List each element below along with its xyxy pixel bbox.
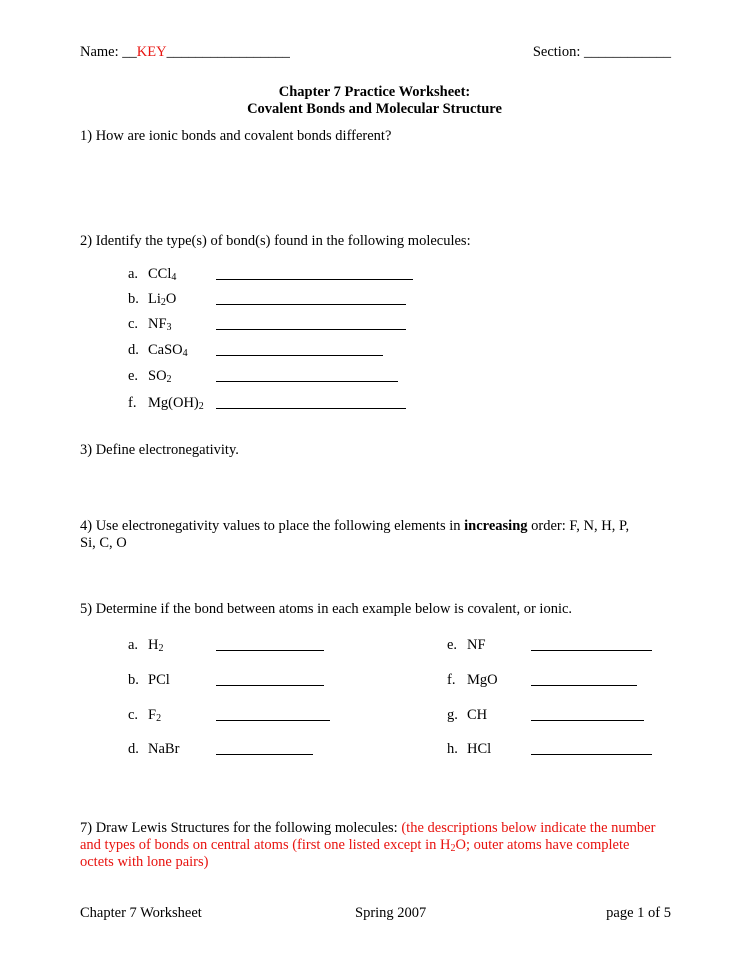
molecule-formula: F — [148, 707, 157, 723]
answer-line[interactable] — [216, 279, 413, 280]
molecule-formula: CH — [467, 707, 488, 723]
bond-item — [447, 637, 486, 654]
formula-subscript: 2 — [158, 643, 164, 654]
molecule-formula: H — [148, 637, 159, 653]
question-4-post: order: F, N, H, P, — [527, 518, 630, 534]
question-5: 5) Determine if the bond between atoms in each example below is covalent, or ionic. — [80, 601, 573, 617]
item-letter: c. — [128, 707, 139, 723]
answer-line[interactable] — [216, 355, 383, 356]
answer-line[interactable] — [531, 650, 652, 651]
footer-center: Spring 2007 — [355, 905, 427, 921]
molecule-item — [128, 291, 176, 308]
bond-item — [128, 637, 163, 654]
bond-item — [128, 707, 161, 724]
molecule-formula: NF — [148, 316, 167, 332]
molecule-item — [128, 342, 188, 359]
question-4 — [80, 518, 629, 535]
section-field: Section: ____________ — [532, 44, 671, 60]
name-underline: _________________ — [166, 44, 290, 60]
molecule-item — [128, 266, 176, 283]
formula-subscript: 2 — [198, 401, 204, 412]
item-letter: b. — [128, 672, 139, 688]
item-letter: f. — [128, 395, 137, 411]
name-field — [80, 44, 290, 61]
question-3: 3) Define electronegativity. — [80, 442, 239, 458]
worksheet-title-line2: Covalent Bonds and Molecular Structure — [247, 101, 502, 117]
answer-line[interactable] — [216, 754, 313, 755]
answer-line[interactable] — [216, 685, 324, 686]
worksheet-title-line1: Chapter 7 Practice Worksheet: — [278, 84, 471, 100]
question-7-note2a: and types of bonds on central atoms (first one listed except in H — [80, 837, 451, 853]
item-letter: b. — [128, 291, 139, 307]
item-letter: d. — [128, 342, 139, 358]
formula-subscript: 3 — [166, 322, 172, 333]
molecule-formula: NaBr — [148, 741, 180, 757]
molecule-formula: Mg(OH) — [148, 395, 199, 411]
question-4-pre: 4) Use electronegativity values to place the following elements in — [80, 518, 465, 534]
molecule-formula: CCl — [148, 266, 172, 282]
molecule-formula: HCl — [467, 741, 492, 757]
item-letter: g. — [447, 707, 458, 723]
molecule-item — [128, 395, 204, 412]
bond-item — [447, 672, 498, 689]
molecule-formula: NF — [467, 637, 486, 653]
bond-item — [447, 741, 491, 758]
formula-subscript: 4 — [171, 272, 177, 283]
bond-item — [128, 672, 170, 689]
question-7-lead: 7) Draw Lewis Structures for the following molecules: — [80, 820, 402, 836]
molecule-formula: CaSO — [148, 342, 183, 358]
item-letter: f. — [447, 672, 456, 688]
question-4-bold: increasing — [464, 518, 528, 534]
molecule-formula: MgO — [467, 672, 498, 688]
item-letter: e. — [128, 368, 139, 384]
answer-line[interactable] — [216, 408, 406, 409]
question-7-line2 — [80, 837, 629, 854]
molecule-formula: Li — [148, 291, 161, 307]
molecule-formula: PCl — [148, 672, 170, 688]
question-1: 1) How are ionic bonds and covalent bonds different? — [80, 128, 392, 144]
answer-line[interactable] — [216, 720, 330, 721]
item-letter: d. — [128, 741, 139, 757]
question-7-line3: octets with lone pairs) — [80, 854, 209, 870]
bond-item — [128, 741, 179, 758]
question-7-note2-sub: 2 — [450, 843, 456, 854]
footer-left: Chapter 7 Worksheet — [80, 905, 202, 921]
molecule-item — [128, 368, 172, 385]
answer-line[interactable] — [531, 754, 652, 755]
question-7-line1 — [80, 820, 655, 837]
name-value: KEY — [136, 44, 167, 60]
item-letter: h. — [447, 741, 458, 757]
item-letter: e. — [447, 637, 458, 653]
item-letter: a. — [128, 266, 139, 282]
answer-line[interactable] — [216, 650, 324, 651]
formula-tail: O — [165, 291, 177, 307]
answer-line[interactable] — [216, 304, 406, 305]
formula-subscript: 2 — [160, 297, 166, 308]
question-4-line2: Si, C, O — [80, 535, 127, 551]
item-letter: a. — [128, 637, 139, 653]
molecule-item — [128, 316, 172, 333]
question-7-note2b: O; outer atoms have complete — [455, 837, 630, 853]
molecule-formula: SO — [148, 368, 167, 384]
formula-subscript: 4 — [182, 348, 188, 359]
formula-subscript: 2 — [166, 374, 172, 385]
bond-item — [447, 707, 487, 724]
question-2: 2) Identify the type(s) of bond(s) found in the following molecules: — [80, 233, 471, 249]
answer-line[interactable] — [216, 329, 406, 330]
answer-line[interactable] — [216, 381, 398, 382]
name-label: Name: __ — [80, 44, 137, 60]
answer-line[interactable] — [531, 720, 644, 721]
question-7-note1: (the descriptions below indicate the number — [401, 820, 656, 836]
item-letter: c. — [128, 316, 139, 332]
answer-line[interactable] — [531, 685, 637, 686]
formula-subscript: 2 — [156, 713, 162, 724]
footer-page: page 1 of 5 — [606, 905, 671, 921]
